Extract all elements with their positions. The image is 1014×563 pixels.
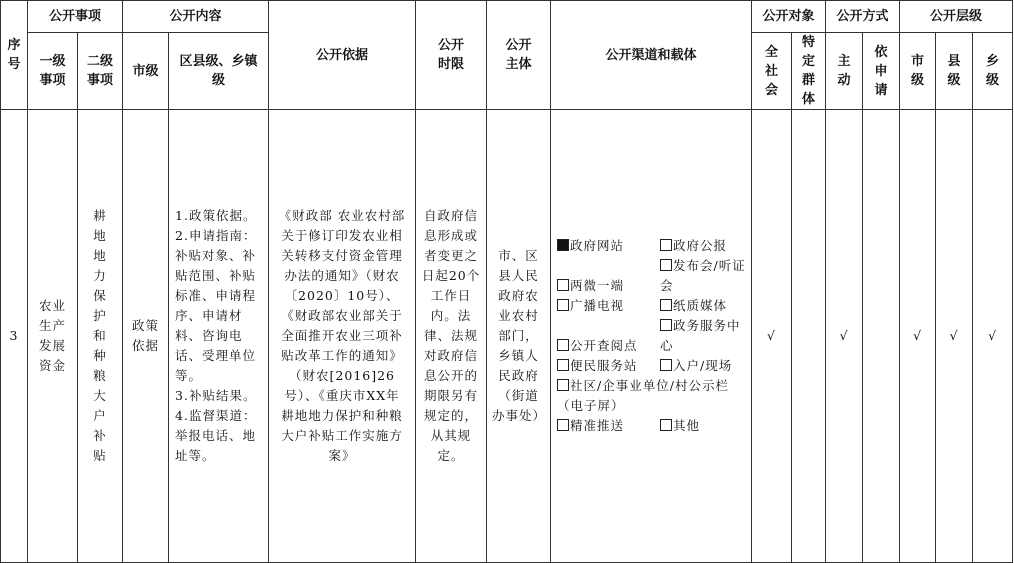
checkbox-icon	[660, 319, 672, 331]
check-county-level: √	[936, 110, 973, 563]
channel-public-review[interactable]: 公开查阅点	[557, 336, 655, 356]
row-level1: 农业生产发展资金	[28, 110, 78, 563]
channel-gov-website[interactable]: 政府网站	[557, 236, 655, 256]
header-active: 主动	[826, 33, 863, 110]
channel-list	[551, 236, 751, 436]
table-row	[1, 110, 1013, 563]
check-town-level: √	[973, 110, 1013, 563]
header-basis: 公开依据	[269, 1, 416, 110]
checkbox-icon	[660, 239, 672, 251]
check-active: √	[826, 110, 863, 563]
header-method: 公开方式	[826, 1, 900, 33]
checkbox-icon	[557, 419, 569, 431]
header-subject: 公开主体	[487, 1, 551, 110]
check-on-request	[863, 110, 900, 563]
channel-precise-push[interactable]: 精准推送	[557, 416, 655, 436]
row-subject: 市、区县人民政府农业农村部门，乡镇人民政府（街道办事处）	[487, 110, 551, 563]
header-seq: 序号	[1, 1, 28, 110]
header-public-content: 公开内容	[123, 1, 269, 33]
channel-gov-gazette[interactable]: 政府公报	[660, 236, 727, 256]
row-district: 1.政策依据。 2.申请指南：补贴对象、补贴范围、补贴标准、申请程序、申请材料、咨询电话、受理单位等。 3.补贴结果。 4.监督渠道：举报电话、地址等。	[169, 110, 269, 563]
checkbox-icon	[660, 299, 672, 311]
header-whole-society: 全社会	[752, 33, 792, 110]
checkbox-checked-icon	[557, 239, 569, 251]
header-on-request: 依申请	[863, 33, 900, 110]
channel-community-board[interactable]: 社区/企事业单位/村公示栏（电子屏）	[557, 378, 729, 413]
checkbox-icon	[660, 419, 672, 431]
channel-press-conf[interactable]: 发布会/听证会	[660, 258, 746, 293]
row-time-limit: 自政府信息形成或者变更之日起20个工作日内。法律、法规对政府信息公开的期限另有规定的，从其规定。	[416, 110, 487, 563]
check-whole-society: √	[752, 110, 792, 563]
header-town-level: 乡级	[973, 33, 1013, 110]
header-level1: 一级事项	[28, 33, 78, 110]
header-county-level: 县级	[936, 33, 973, 110]
channel-two-micro[interactable]: 两微一端	[557, 276, 655, 296]
channel-broadcast-tv[interactable]: 广播电视	[557, 296, 655, 316]
channel-paper-media[interactable]: 纸质媒体	[660, 296, 727, 316]
header-public-items: 公开事项	[28, 1, 123, 33]
checkbox-icon	[557, 279, 569, 291]
header-city-level: 市级	[900, 33, 936, 110]
checkbox-icon	[557, 379, 569, 391]
header-row-1	[1, 1, 1013, 33]
row-basis: 《财政部 农业农村部关于修订印发农业相关转移支付资金管理办法的通知》（财农〔2020〕10号）、《财政部农业部关于全面推开农业三项补贴改革工作的通知》（财农[2016]26号）、《重庆市XX年耕地地力保护和种粮大户补贴工作实施方案》	[269, 110, 416, 563]
checkbox-icon	[557, 299, 569, 311]
channel-convenience-station[interactable]: 便民服务站	[557, 356, 655, 376]
channel-household-site[interactable]: 入户/现场	[660, 356, 732, 376]
header-channels: 公开渠道和载体	[551, 1, 752, 110]
header-specific-group: 特定群体	[792, 33, 826, 110]
row-level2: 耕地地力保护和种粮大户补贴	[78, 110, 123, 563]
channel-other[interactable]: 其他	[660, 416, 700, 436]
checkbox-icon	[557, 359, 569, 371]
row-city: 政策依据	[123, 110, 169, 563]
checkbox-icon	[557, 339, 569, 351]
checkbox-icon	[660, 359, 672, 371]
row-channels	[551, 110, 752, 563]
header-time-limit: 公开时限	[416, 1, 487, 110]
check-specific-group	[792, 110, 826, 563]
header-city: 市级	[123, 33, 169, 110]
check-city-level: √	[900, 110, 936, 563]
checkbox-icon	[660, 259, 672, 271]
header-district: 区县级、乡镇级	[169, 33, 269, 110]
row-seq: 3	[1, 110, 28, 563]
header-target: 公开对象	[752, 1, 826, 33]
header-level2: 二级事项	[78, 33, 123, 110]
header-level: 公开层级	[900, 1, 1013, 33]
channel-gov-service-center[interactable]: 政务服务中心	[660, 318, 741, 353]
